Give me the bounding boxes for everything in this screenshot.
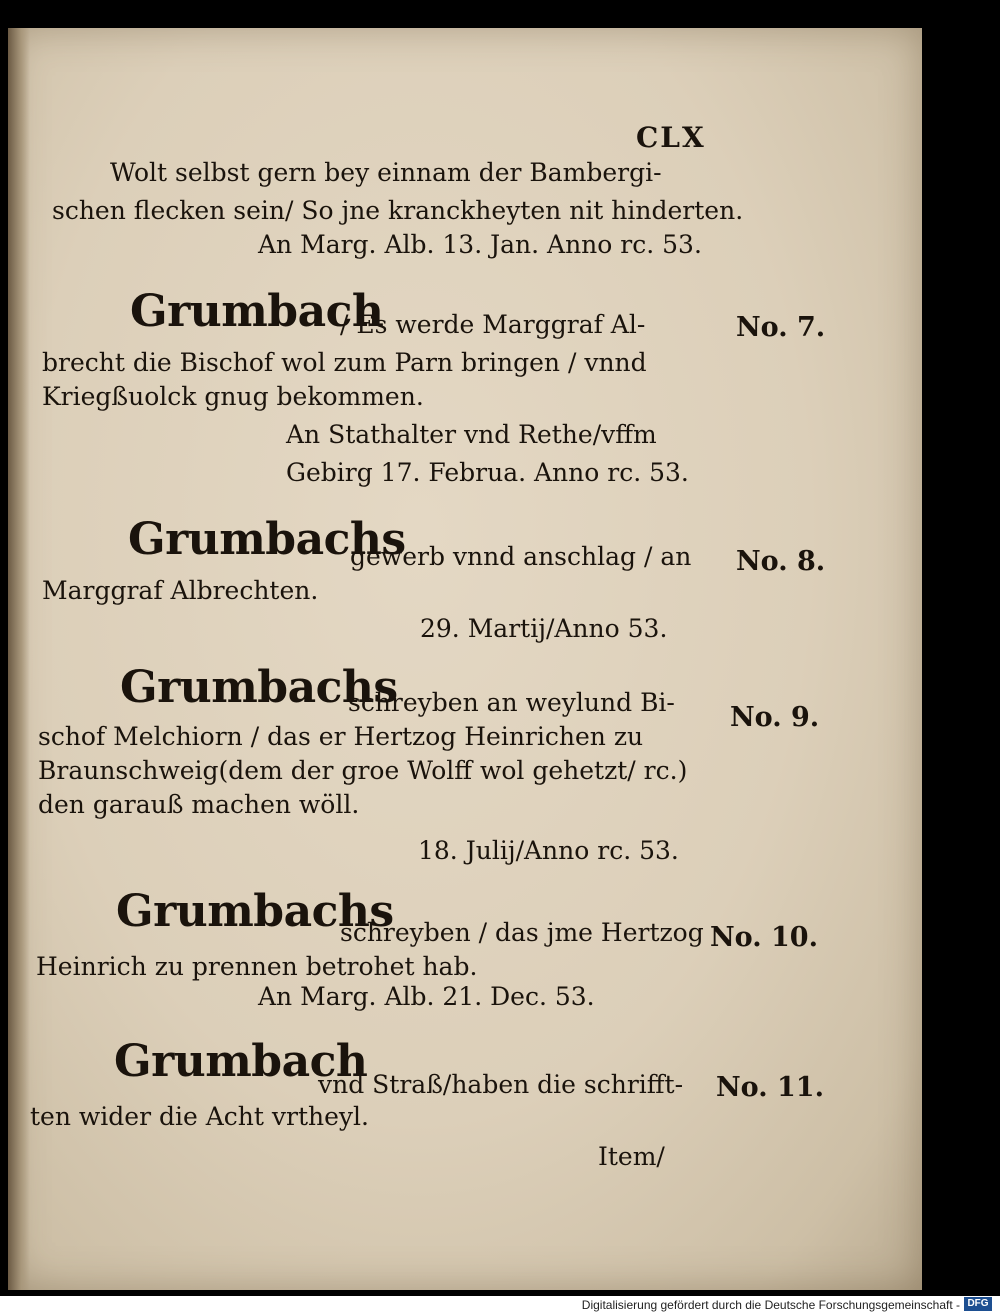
entry3-line-2: schof Melchiorn / das er Hertzog Heinrichen zu	[38, 722, 644, 751]
entry5-heading: Grumbach	[114, 1036, 368, 1087]
folio-number: CLX	[636, 121, 706, 154]
entry1-heading: Grumbach	[130, 286, 384, 337]
entry1-line-2: brecht die Bischof wol zum Parn bringen / vnnd	[42, 348, 647, 377]
entry5-first-line: vnd Straß/haben die schrifft-	[318, 1070, 684, 1099]
entry3-line-4: den garauß machen wöll.	[38, 790, 360, 819]
dfg-logo: DFG	[964, 1297, 992, 1311]
entry2-first-line: gewerb vnnd anschlag / an	[350, 542, 692, 571]
entry3-first-line: schreyben an weylund Bi-	[348, 688, 675, 717]
entry1-first-line: / Es werde Marggraf Al-	[340, 310, 646, 339]
entry1-line-3: Kriegßuolck gnug bekommen.	[42, 382, 424, 411]
entry0-line-1: Wolt selbst gern bey einnam der Bambergi-	[110, 158, 662, 187]
entry2-number: No. 8.	[736, 546, 826, 577]
footer-credit: Digitalisierung gefördert durch die Deutsche Forschungsgemeinschaft -	[581, 1298, 960, 1312]
entry3-heading: Grumbachs	[120, 662, 398, 713]
entry0-date: An Marg. Alb. 13. Jan. Anno rc. 53.	[258, 230, 702, 259]
entry4-first-line: schreyben / das jme Hertzog	[340, 918, 704, 947]
entry2-line-2: Marggraf Albrechten.	[42, 576, 319, 605]
entry0-line-2: schen flecken sein/ So jne kranckheyten nit hinderten.	[52, 196, 744, 225]
entry4-heading: Grumbachs	[116, 886, 394, 937]
entry1-number: No. 7.	[736, 312, 826, 343]
entry4-line-2: Heinrich zu prennen betrohet hab.	[36, 952, 478, 981]
page-gutter-shadow	[8, 28, 30, 1290]
catchword: Item/	[598, 1142, 665, 1171]
entry5-line-2: ten wider die Acht vrtheyl.	[30, 1102, 369, 1131]
entry2-heading: Grumbachs	[128, 514, 406, 565]
entry4-number: No. 10.	[710, 922, 818, 953]
entry1-date-2: Gebirg 17. Februa. Anno rc. 53.	[286, 458, 689, 487]
entry5-number: No. 11.	[716, 1072, 824, 1103]
entry3-line-3: Braunschweig(dem der groe Wolff wol gehetzt/ rc.)	[38, 756, 688, 785]
entry3-date: 18. Julij/Anno rc. 53.	[418, 836, 679, 865]
entry4-date: An Marg. Alb. 21. Dec. 53.	[258, 982, 595, 1011]
entry2-date: 29. Martij/Anno 53.	[420, 614, 668, 643]
entry1-date-1: An Stathalter vnd Rethe/vffm	[286, 420, 657, 449]
entry3-number: No. 9.	[730, 702, 820, 733]
